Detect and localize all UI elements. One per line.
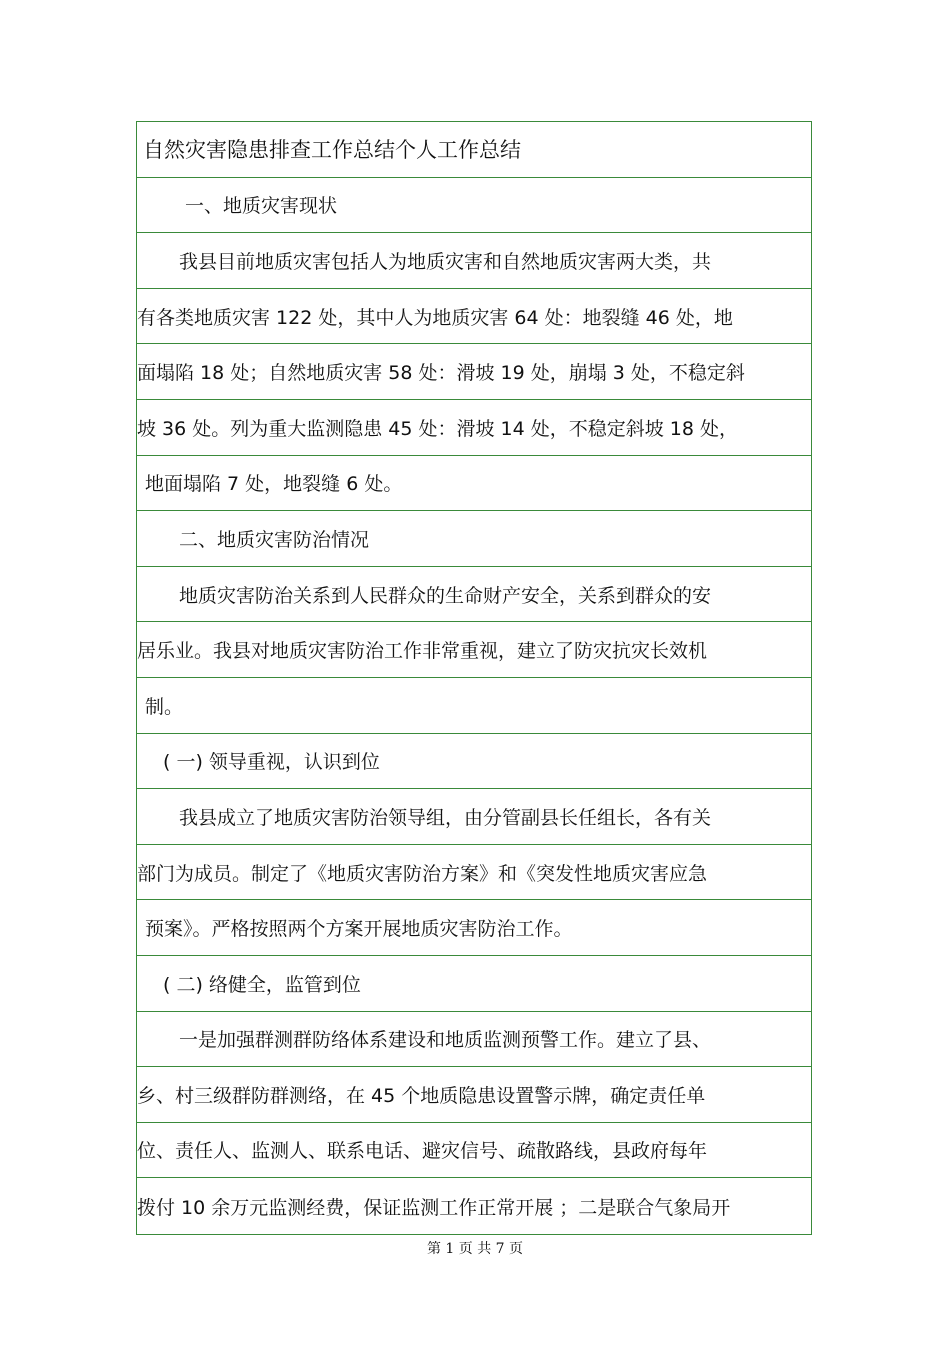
paragraph-line: 位、责任人、监测人、联系电话、避灾信号、疏散路线，县政府每年 xyxy=(137,1123,811,1179)
page-number: 第 1 页 共 7 页 xyxy=(426,1241,524,1257)
paragraph-line: 预案》。严格按照两个方案开展地质灾害防治工作。 xyxy=(137,900,811,956)
paragraph-line: 部门为成员。制定了《地质灾害防治方案》和《突发性地质灾害应急 xyxy=(137,845,811,901)
paragraph-line: 拨付 10 余万元监测经费，保证监测工作正常开展 ；二是联合气象局开 xyxy=(137,1196,731,1219)
paragraph-line: 地质灾害防治关系到人民群众的生命财产安全，关系到群众的安 xyxy=(137,567,811,623)
paragraph-line: 我县目前地质灾害包括人为地质灾害和自然地质灾害两大类，共 xyxy=(137,233,811,289)
paragraph-line: 有各类地质灾害 122 处，其中人为地质灾害 64 处：地裂缝 46 处，地 xyxy=(137,289,811,345)
section-heading-2: 二、地质灾害防治情况 xyxy=(137,511,811,567)
document-title: 自然灾害隐患排查工作总结个人工作总结 xyxy=(137,122,811,178)
document-table xyxy=(136,121,812,1235)
section-heading-1: 一、地质灾害现状 xyxy=(137,178,811,234)
paragraph-line: 居乐业。我县对地质灾害防治工作非常重视，建立了防灾抗灾长效机 xyxy=(137,622,811,678)
paragraph-line: 坡 36 处。列为重大监测隐患 45 处：滑坡 14 处，不稳定斜坡 18 处， xyxy=(137,400,811,456)
paragraph-line: 面塌陷 18 处；自然地质灾害 58 处：滑坡 19 处，崩塌 3 处，不稳定斜 xyxy=(137,344,811,400)
paragraph-line: 一是加强群测群防络体系建设和地质监测预警工作。建立了县、 xyxy=(137,1012,811,1068)
subsection-heading-1: ( 一) 领导重视，认识到位 xyxy=(137,734,811,790)
subsection-heading-2: ( 二) 络健全，监管到位 xyxy=(137,956,811,1012)
paragraph-line: 制。 xyxy=(137,678,811,734)
paragraph-line: 我县成立了地质灾害防治领导组，由分管副县长任组长，各有关 xyxy=(137,789,811,845)
paragraph-line: 地面塌陷 7 处，地裂缝 6 处。 xyxy=(137,456,811,512)
paragraph-line: 乡、村三级群防群测络，在 45 个地质隐患设置警示牌，确定责任单 xyxy=(137,1067,811,1123)
